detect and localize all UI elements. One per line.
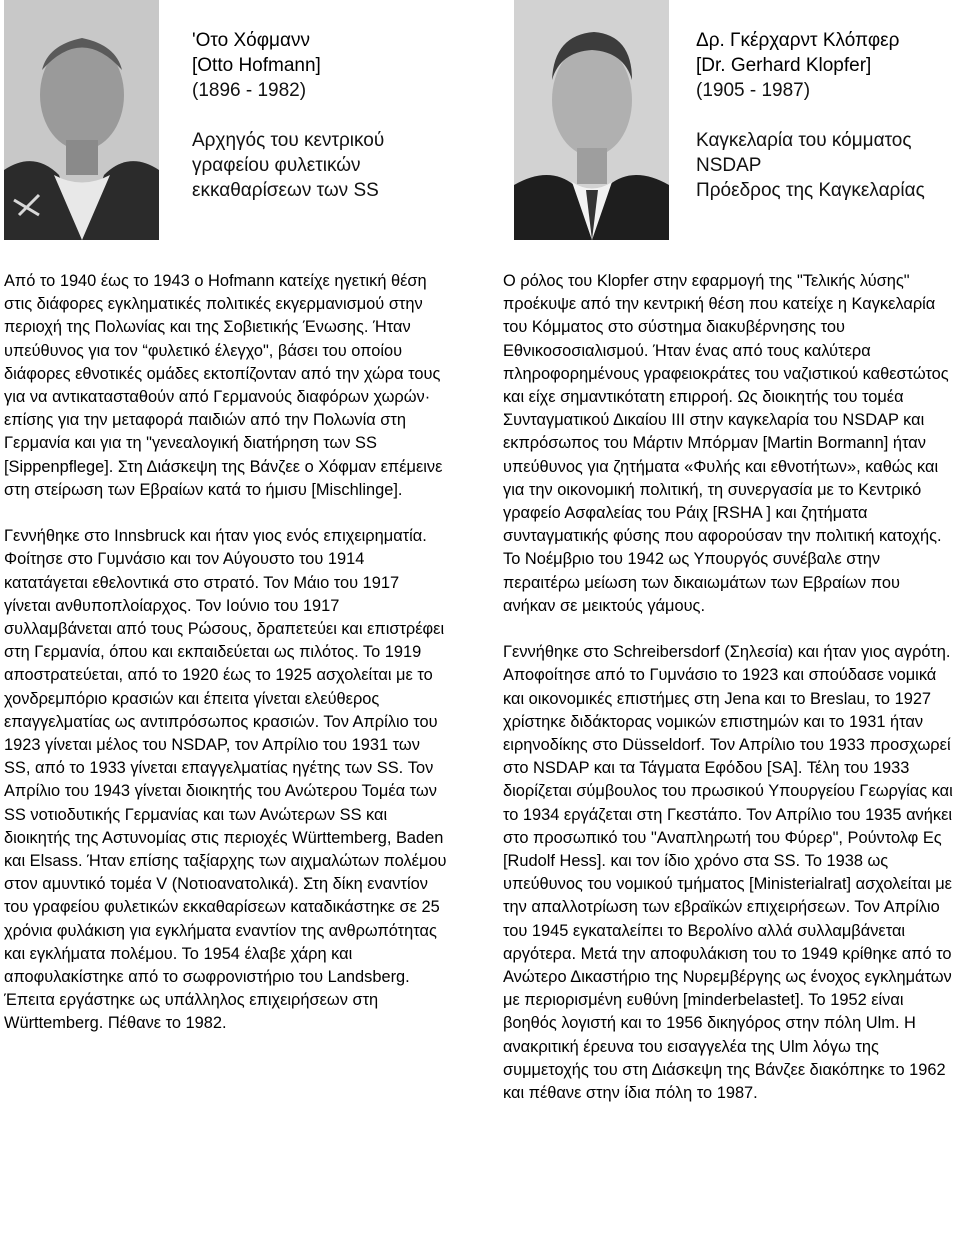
right-paragraph-role: Ο ρόλος του Klopfer στην εφαρμογή της "Τελικής λύσης" προέκυψε από την κεντρική θέση που κατείχε η Καγκελαρία του Κόμματος στο σύστημα διακυβέρνησης του Εθνικοσοσιαλισμού. Ήταν ένας από τους καλύτερα πληροφορημένους γραφειοκράτες του ναζιστικού καθεστώτος και είχε σημαντικότατη επιρροή. Ως διοικητής του τομέα Συνταγματικού Δικαίου III στην καγκελαρία του NSDAP και εκπρόσωπος του Μάρτιν Μπόρμαν [Martin Bormann] ήταν υπεύθυνος για ζητήματα «Φυλής και εθνοτήτων», καθώς και για την οικονομική πολιτική, τη συνεργασία με το Κεντρικό γραφείο Ασφαλείας του Ράιχ [RSHA ] και ζητήματα συνταγματικής φύσης που αφορούσαν την πολιτική κατοχής. Το Νοέμβριο του 1942 ως Υπουργός συνέβαλε στην περαιτέρω μείωση των δικαιωμάτων των Εβραίων που ανήκαν σε μεικτούς γάμους. (503, 272, 949, 615)
left-role-line2: γραφείου φυλετικών (192, 155, 361, 176)
right-role-line2: NSDAP (696, 155, 762, 176)
right-role-line3: Πρόεδρος της Καγκελαρίας (696, 180, 925, 201)
right-name-greek: Δρ. Γκέρχαρντ Κλόπφερ (696, 30, 900, 51)
left-role-line1: Αρχηγός του κεντρικού (192, 130, 385, 151)
portrait-photo-icon (514, 0, 669, 240)
left-paragraph-life: Γεννήθηκε στο Innsbruck και ήταν γιος ενός επιχειρηματία. Φοίτησε στο Γυμνάσιο και τον Αύγουστο του 1914 κατατάγεται εθελοντικά στο στρατό. Τον Μάιο του 1917 γίνεται ανθυποπλοίαρχος. Τον Ιούνιο του 1917 συλλαμβάνεται από τους Ρώσους, δραπετεύει και επιστρέφει στη Γερμανία, όπου και εκπαιδεύεται ως πιλότος. Το 1919 αποστρατεύεται, από το 1920 έως το 1925 ασχολείται με το χονδρεμπόριο κρασιών και έπειτα γίνεται ελεύθερος επαγγελματίας ως αντιπρόσωπος κρασιών. Τον Απρίλιο του 1923 γίνεται μέλος του NSDAP, τον Απρίλιο του 1931 των SS, από το 1933 γίνεται επαγγελματίας ηγέτης των SS. Τον Απρίλιο του 1943 γίνεται διοικητής του Ανώτερου Τομέα των SS νοτιοδυτικής Γερμανίας και των Ανώτερων SS και διοικητής της Αστυνομίας στις περιοχές Württemberg, Baden και Elsass. Ήταν επίσης ταξίαρχης των αιχμαλώτων πολέμου στον αμυντικό τομέα V (Νοτιοανατολικά). Στη δίκη εναντίον του γραφείου φυλετικών εκκαθαρίσεων καταδικάστηκε σε 25 χρόνια φυλάκιση για εγκλήματα εναντίον της ανθρωπότητας και εγκλήματα πολέμου. Το 1954 έλαβε χάρη και αποφυλακίστηκε από το σωφρονιστήριο του Landsberg. Έπειτα εργάστηκε ως υπάλληλος επιχειρήσεων στη Württemberg. Πέθανε το 1982. (4, 527, 447, 1033)
portrait-otto-hofmann (4, 0, 159, 240)
right-name-latin: [Dr. Gerhard Klopfer] (696, 55, 872, 76)
right-person-header (696, 28, 958, 203)
right-paragraph-life: Γεννήθηκε στο Schreibersdorf (Σηλεσία) και ήταν γιος αγρότη. Αποφοίτησε από το Γυμνάσιο το 1923 και σπούδασε νομικά και οικονομικές επιστήμες στη Jena και το Breslau, το 1927 χρίστηκε διδάκτορας νομικών επιστημών και το 1931 ήταν ειρηνοδίκης στο Düsseldorf. Τον Απρίλιο του 1933 προσχωρεί στο NSDAP και τα Τάγματα Εφόδου [SA]. Τέλη του 1933 διορίζεται σύμβουλος του πρωσικού Υπουργείου Γεωργίας και το 1934 εργάζεται στη Γκεστάπο. Τον Απρίλιο του 1935 ανήκει στο προσωπικό του "Αναπληρωτή του Φύρερ", Ρούντολφ Ες [Rudolf Hess]. και τον ίδιο χρόνο στα SS. Το 1938 ως υπεύθυνος του νομικού τμήματος [Ministerialrat] ασχολείται με την απαλλοτρίωση των εβραϊκών επιχειρήσεων. Τον Απρίλιο του 1945 εγκαταλείπει το Βερολίνο αλλά συλλαμβάνεται αργότερα. Μετά την αποφυλάκιση του το 1949 κρίθηκε από το Ανώτερο Δικαστήριο της Νυρεμβέργης ως ένοχος εγκλημάτων με περιορισμένη ευθύνη [minderbelastet]. Το 1952 είναι βοηθός λογιστή και το 1956 δικηγόρος στην πόλη Ulm. Η ανακριτική έρευνα του εισαγγελέα της Ulm λόγω της συμμετοχής του στη Διάσκεψη της Βάνζεε διακόπηκε το 1962 και πέθανε στην ίδια πόλη το 1987. (503, 643, 953, 1103)
left-paragraph-role: Από το 1940 έως το 1943 ο Hofmann κατείχε ηγετική θέση στις διάφορες εγκληματικές πολιτικές εκγερμανισμού στην περιοχή της Πολωνίας και της Σοβιετικής Ένωσης. Ήταν υπεύθυνος για τον “φυλετικό έλεγχο", βάσει του οποίου διάφορες εθνοτικές ομάδες εκτοπίζονταν από την χώρα τους για να αντικατασταθούν από Γερμανούς διαφόρων χωρών· επίσης για την μεταφορά παιδιών από την Πολωνία στη Γερμανία και για τη "γενεαλογική διατήρηση των SS [Sippenpflege]. Στη Διάσκεψη της Βάνζεε ο Χόφμαν επέμεινε στη στείρωση των Εβραίων κατά το ήμισυ [Mischlinge]. (4, 272, 443, 499)
left-name-greek: 'Οτο Χόφμανν (192, 30, 310, 51)
left-role-line3: εκκαθαρίσεων των SS (192, 180, 379, 201)
right-role-line1: Καγκελαρία του κόμματος (696, 130, 912, 151)
portrait-photo-icon (4, 0, 159, 240)
left-biography (4, 270, 448, 1036)
left-person-header (192, 28, 432, 203)
right-dates: (1905 - 1987) (696, 80, 811, 101)
right-biography (503, 270, 955, 1105)
left-name-latin: [Otto Hofmann] (192, 55, 321, 76)
portrait-gerhard-klopfer (514, 0, 669, 240)
left-dates: (1896 - 1982) (192, 80, 307, 101)
